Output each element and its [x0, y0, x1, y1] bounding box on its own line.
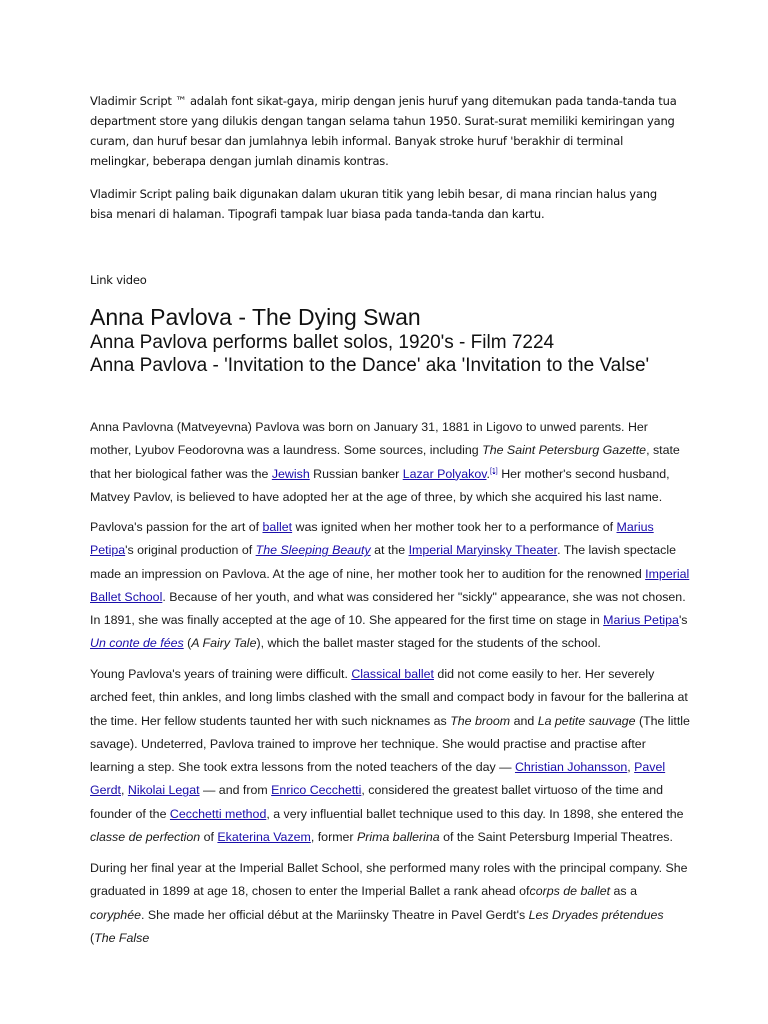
link-pavel-gerdt[interactable]: Pavel Gerdt — [90, 760, 666, 798]
bio-paragraph-2: Pavlova's passion for the art of ballet was ignited when her mother took her to a performance of Marius Petipa's original production of The Sleeping Beauty at the Imperial Maryinsky Theater. The lavish spectacle made an impression on Pavlova. At the age of nine, her mother took her to audition for the renowned Imperial Ballet School. Because of her youth, and what was considered her "sickly" appearance, she was not chosen. In 1891, she was finally accepted at the age of 10. She appeared for the first time on stage in Marius Petipa's Un conte de fées (A Fairy Tale), which the ballet master staged for the students of the school. — [90, 520, 690, 651]
italic-saint-petersburg-gazette: The Saint Petersburg Gazette — [482, 443, 647, 458]
footnote-link-1[interactable]: [1] — [489, 467, 498, 475]
link-marius-petipa[interactable]: Marius Petipa — [90, 520, 654, 558]
link-un-conte-de-fees[interactable]: Un conte de fées — [90, 636, 184, 651]
link-nikolai-legat[interactable]: Nikolai Legat — [127, 783, 200, 798]
intro-paragraph-1: Vladimir Script ™ adalah font sikat-gaya, mirip dengan jenis huruf yang ditemukan pada tanda-tanda tua department store yang dilukis dengan tangan selama tahun 1950. Surat-surat memiliki kemiringan yang curam, dan huruf besar dan jumlahnya lebih informal. Banyak stroke huruf 'berakhir di terminal melingkar, beberapa dengan jumlah dinamis kontras. — [90, 94, 677, 168]
link-imperial-maryinsky-theater[interactable]: Imperial Maryinsky Theater — [408, 543, 558, 558]
video-title-invitation-dance[interactable]: Anna Pavlova - 'Invitation to the Dance' aka 'Invitation to the Valse' — [90, 355, 650, 376]
bio-paragraph-3: Young Pavlova's years of training were difficult. Classical ballet did not come easily to her. Her severely arched feet, thin ankles, and long limbs clashed with the small and compact body in favour for the ballerina at the time. Her fellow students taunted her with such nicknames as The broom and La petite sauvage (The little savage). Undeterred, Pavlova trained to improve her technique. She would practise and practise after learning a step. She took extra lessons from the noted teachers of the day — Christian Johansson, Pavel Gerdt, Nikolai Legat — and from Enrico Cecchetti, considered the greatest ballet virtuoso of the time and founder of the Cecchetti method, a very influential ballet technique used to this day. In 1898, she entered the classe de perfection of Ekaterina Vazem, former Prima ballerina of the Saint Petersburg Imperial Theatres. — [90, 667, 690, 845]
link-jewish[interactable]: Jewish — [271, 466, 310, 481]
link-sleeping-beauty[interactable]: The Sleeping Beauty — [255, 543, 371, 558]
intro-paragraph-2: Vladimir Script paling baik digunakan dalam ukuran titik yang lebih besar, di mana rincian halus yang bisa menari di halaman. Tipografi tampak luar biasa pada tanda-tanda dan kartu. — [90, 187, 657, 221]
link-video-label: Link video — [90, 273, 147, 287]
link-classical-ballet[interactable]: Classical ballet — [351, 667, 434, 681]
video-title-ballet-solos[interactable]: Anna Pavlova performs ballet solos, 1920's - Film 7224 — [90, 332, 555, 353]
link-lazar-polyakov[interactable]: Lazar Polyakov — [402, 466, 487, 481]
bio-paragraph-4: During her final year at the Imperial Ballet School, she performed many roles with the principal company. She graduated in 1899 at age 18, chosen to enter the Imperial Ballet a rank ahead ofcorps de ballet as a coryphée. She made her official début at the Mariinsky Theatre in Pavel Gerdt's Les Dryades prétendues (The False — [90, 861, 688, 945]
link-imperial-ballet-school[interactable]: Imperial Ballet School — [90, 566, 690, 604]
video-title-dying-swan[interactable]: Anna Pavlova - The Dying Swan — [90, 304, 421, 330]
link-cecchetti-method[interactable]: Cecchetti method — [169, 806, 267, 821]
link-ekaterina-vazem[interactable]: Ekaterina Vazem — [217, 830, 311, 845]
link-ballet[interactable]: ballet — [262, 520, 293, 534]
link-marius-petipa-2[interactable]: Marius Petipa — [603, 613, 679, 628]
bio-paragraph-1: Anna Pavlovna (Matveyevna) Pavlova was born on January 31, 1881 in Ligovo to unwed parents. Her mother, Lyubov Feodorovna was a laundress. Some sources, including The Saint Petersburg Gazette, state that her biological father was the Jewish Russian banker Lazar Polyakov.[1] Her mother's second husband, Matvey Pavlov, is believed to have adopted her at the age of three, by which she acquired his last name. — [90, 420, 680, 504]
link-christian-johansson[interactable]: Christian Johansson — [514, 760, 628, 775]
link-enrico-cecchetti[interactable]: Enrico Cecchetti — [271, 783, 362, 798]
